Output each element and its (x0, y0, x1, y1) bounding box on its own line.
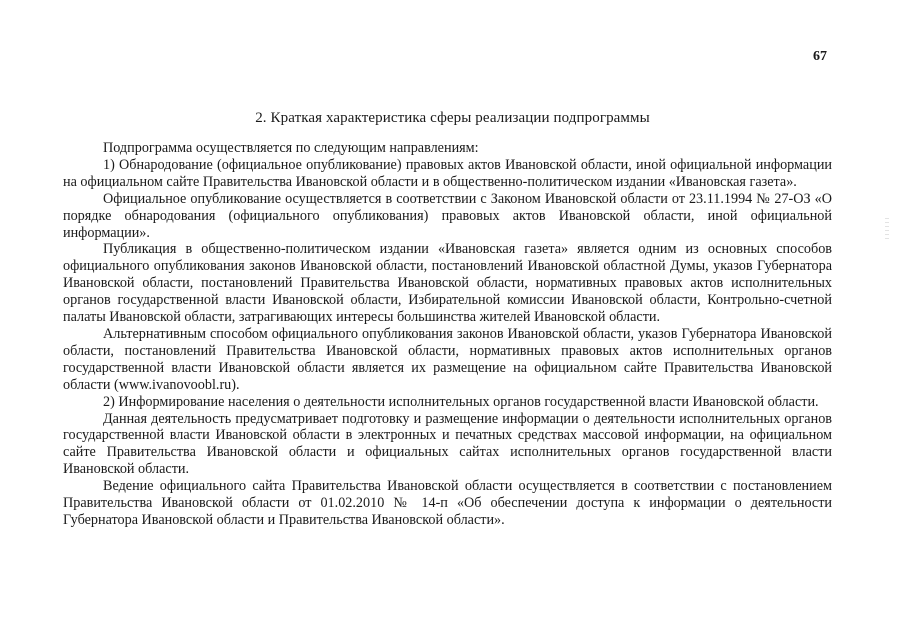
paragraph-direction-1: 1) Обнародование (официальное опубликование) правовых актов Ивановской области, иной официальной информации на официальном сайте Правительства Ивановской области и в общественно-политическом издании «Ивановская газета». (63, 156, 832, 190)
paragraph-activity-description: Данная деятельность предусматривает подготовку и размещение информации о деятельности исполнительных органов государственной власти Ивановской области в электронных и печатных средствах массовой информации, на официальном сайте Правительства Ивановской области и официальных сайтах исполнительных органов государственной власти Ивановской области. (63, 410, 832, 478)
paragraph-intro: Подпрограмма осуществляется по следующим направлениям: (103, 140, 479, 156)
page-number: 67 (813, 49, 827, 64)
paragraph-alternative-method: Альтернативным способом официального опубликования законов Ивановской области, указов Губернатора Ивановской области, постановлений Правительства Ивановской области, нормативных правовых актов исполнительных органов государственной власти Ивановской области является их размещение на официальном сайте Правительства Ивановской области (www.ivanovoobl.ru). (63, 325, 832, 393)
paragraph-website-maintenance: Ведение официального сайта Правительства Ивановской области осуществляется в соответствии с постановлением Правительства Ивановской области от 01.02.2010 № 14-п «Об обеспечении доступа к информации о деятельности Губернатора Ивановской области и Правительства Ивановской области». (63, 478, 832, 528)
section-heading: 2. Краткая характеристика сферы реализации подпрограммы (255, 110, 650, 126)
paragraph-official-publication-law: Официальное опубликование осуществляется в соответствии с Законом Ивановской области от 23.11.1994 № 27-ОЗ «О порядке обнародования (официального опубликования) правовых актов Ивановской области, иной официальной информации». (63, 190, 832, 241)
paragraph-direction-2: 2) Информирование населения о деятельности исполнительных органов государственной власти Ивановской области. (103, 393, 819, 410)
paragraph-ivanovo-gazette: Публикация в общественно-политическом издании «Ивановская газета» является одним из основных способов официального опубликования законов Ивановской области, постановлений Ивановской областной Думы, указов Губернатора Ивановской области, постановлений Правительства Ивановской области, нормативных правовых актов исполнительных органов государственной власти Ивановской области, Избирательной комиссии Ивановской области, Контрольно-счетной палаты Ивановской области, затрагивающих интересы большинства жителей Ивановской области. (63, 241, 832, 326)
body-text (63, 140, 832, 529)
scan-artifact (885, 218, 889, 242)
